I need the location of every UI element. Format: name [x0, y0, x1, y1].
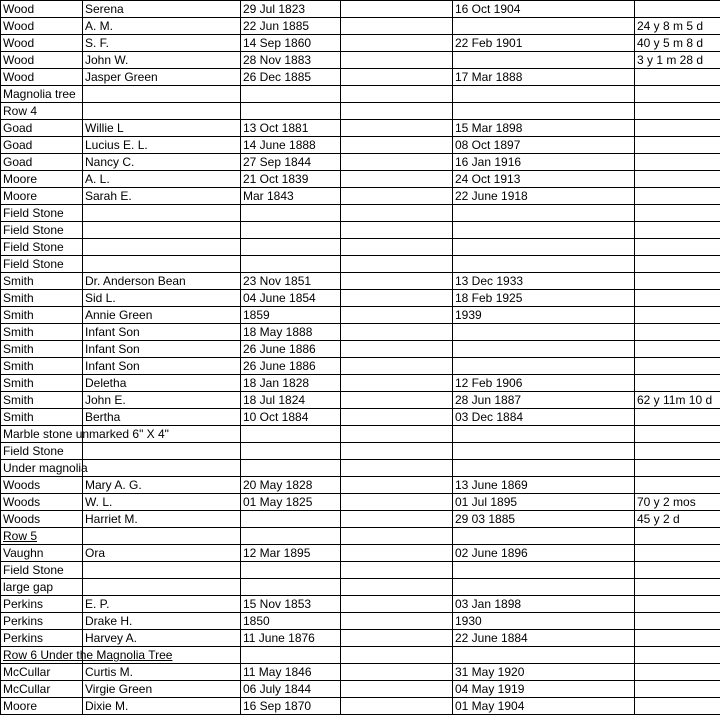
age-cell	[635, 647, 720, 664]
given-name-cell: Ora	[83, 545, 241, 562]
section-note-cell: Row 5	[1, 528, 83, 545]
blank-cell	[341, 256, 453, 273]
birth-date-cell: 23 Nov 1851	[241, 273, 341, 290]
table-row	[1, 494, 720, 511]
death-date-cell: 31 May 1920	[453, 664, 635, 681]
birth-date-cell: 27 Sep 1844	[241, 154, 341, 171]
blank-cell	[341, 511, 453, 528]
surname-cell: McCullar	[1, 681, 83, 698]
table-row	[1, 562, 720, 579]
age-cell	[635, 171, 720, 188]
birth-date-cell	[241, 222, 341, 239]
section-note-cell: Field Stone	[1, 562, 83, 579]
section-note-cell: Field Stone	[1, 256, 83, 273]
given-name-cell: Drake H.	[83, 613, 241, 630]
death-date-cell: 12 Feb 1906	[453, 375, 635, 392]
surname-cell: Smith	[1, 392, 83, 409]
given-name-cell: S. F.	[83, 35, 241, 52]
surname-cell: Smith	[1, 341, 83, 358]
age-cell	[635, 188, 720, 205]
table-row	[1, 528, 720, 545]
surname-cell: Moore	[1, 698, 83, 715]
blank-cell	[341, 205, 453, 222]
age-cell	[635, 256, 720, 273]
given-name-cell: A. L.	[83, 171, 241, 188]
given-name-cell	[83, 205, 241, 222]
given-name-cell: Deletha	[83, 375, 241, 392]
table-row	[1, 69, 720, 86]
table-row	[1, 613, 720, 630]
death-date-cell: 13 June 1869	[453, 477, 635, 494]
surname-cell: Goad	[1, 120, 83, 137]
table-row	[1, 545, 720, 562]
blank-cell	[341, 103, 453, 120]
table-row	[1, 290, 720, 307]
death-date-cell	[453, 341, 635, 358]
death-date-cell	[453, 579, 635, 596]
death-date-cell: 1930	[453, 613, 635, 630]
blank-cell	[341, 52, 453, 69]
death-date-cell	[453, 443, 635, 460]
table-row	[1, 222, 720, 239]
given-name-cell: W. L.	[83, 494, 241, 511]
age-cell: 40 y 5 m 8 d	[635, 35, 720, 52]
table-row	[1, 137, 720, 154]
surname-cell: Wood	[1, 69, 83, 86]
surname-cell: Smith	[1, 375, 83, 392]
age-cell	[635, 443, 720, 460]
blank-cell	[341, 494, 453, 511]
given-name-cell	[83, 562, 241, 579]
blank-cell	[341, 477, 453, 494]
table-row	[1, 154, 720, 171]
age-cell	[635, 341, 720, 358]
surname-cell: McCullar	[1, 664, 83, 681]
age-cell	[635, 120, 720, 137]
birth-date-cell: Mar 1843	[241, 188, 341, 205]
age-cell	[635, 324, 720, 341]
age-cell: 45 y 2 d	[635, 511, 720, 528]
birth-date-cell: 20 May 1828	[241, 477, 341, 494]
surname-cell: Goad	[1, 154, 83, 171]
birth-date-cell: 18 May 1888	[241, 324, 341, 341]
surname-cell: Smith	[1, 273, 83, 290]
surname-cell: Woods	[1, 477, 83, 494]
table-row	[1, 443, 720, 460]
surname-cell: Smith	[1, 307, 83, 324]
blank-cell	[341, 239, 453, 256]
birth-date-cell: 06 July 1844	[241, 681, 341, 698]
blank-cell	[341, 35, 453, 52]
table-row	[1, 392, 720, 409]
birth-date-cell: 15 Nov 1853	[241, 596, 341, 613]
birth-date-cell: 26 Dec 1885	[241, 69, 341, 86]
birth-date-cell: 11 June 1876	[241, 630, 341, 647]
given-name-cell: Mary A. G.	[83, 477, 241, 494]
table-row	[1, 256, 720, 273]
given-name-cell: Serena	[83, 1, 241, 18]
death-date-cell	[453, 460, 635, 477]
death-date-cell: 13 Dec 1933	[453, 273, 635, 290]
given-name-cell	[83, 443, 241, 460]
table-row	[1, 460, 720, 477]
birth-date-cell: 14 Sep 1860	[241, 35, 341, 52]
table-row	[1, 239, 720, 256]
table-row	[1, 307, 720, 324]
blank-cell	[341, 375, 453, 392]
age-cell	[635, 698, 720, 715]
birth-date-cell: 22 Jun 1885	[241, 18, 341, 35]
blank-cell	[341, 596, 453, 613]
birth-date-cell	[241, 579, 341, 596]
blank-cell	[341, 273, 453, 290]
given-name-cell: Nancy C.	[83, 154, 241, 171]
age-cell	[635, 103, 720, 120]
age-cell	[635, 477, 720, 494]
blank-cell	[341, 324, 453, 341]
age-cell	[635, 290, 720, 307]
death-date-cell: 16 Jan 1916	[453, 154, 635, 171]
birth-date-cell: 11 May 1846	[241, 664, 341, 681]
table-row	[1, 596, 720, 613]
blank-cell	[341, 681, 453, 698]
death-date-cell: 22 June 1918	[453, 188, 635, 205]
blank-cell	[341, 307, 453, 324]
section-note-cell: Field Stone	[1, 222, 83, 239]
surname-cell: Perkins	[1, 630, 83, 647]
death-date-cell: 15 Mar 1898	[453, 120, 635, 137]
surname-cell: Moore	[1, 171, 83, 188]
blank-cell	[341, 630, 453, 647]
death-date-cell: 16 Oct 1904	[453, 1, 635, 18]
death-date-cell	[453, 528, 635, 545]
death-date-cell	[453, 324, 635, 341]
given-name-cell: Sid L.	[83, 290, 241, 307]
age-cell: 3 y 1 m 28 d	[635, 52, 720, 69]
section-note-cell: Row 4	[1, 103, 83, 120]
given-name-cell: Dixie M.	[83, 698, 241, 715]
age-cell	[635, 545, 720, 562]
birth-date-cell	[241, 528, 341, 545]
blank-cell	[341, 392, 453, 409]
table-row	[1, 647, 720, 664]
blank-cell	[341, 698, 453, 715]
section-note-cell: Row 6 Under the Magnolia Tree	[1, 647, 83, 664]
death-date-cell: 02 June 1896	[453, 545, 635, 562]
table-row	[1, 35, 720, 52]
age-cell	[635, 375, 720, 392]
blank-cell	[341, 171, 453, 188]
given-name-cell: Dr. Anderson Bean	[83, 273, 241, 290]
death-date-cell: 22 June 1884	[453, 630, 635, 647]
table-row	[1, 681, 720, 698]
death-date-cell	[453, 239, 635, 256]
table-row	[1, 205, 720, 222]
table-row	[1, 664, 720, 681]
age-cell	[635, 239, 720, 256]
birth-date-cell: 1850	[241, 613, 341, 630]
death-date-cell	[453, 222, 635, 239]
birth-date-cell: 04 June 1854	[241, 290, 341, 307]
death-date-cell: 01 May 1904	[453, 698, 635, 715]
section-note-cell: large gap	[1, 579, 83, 596]
surname-cell: Woods	[1, 511, 83, 528]
table-row	[1, 52, 720, 69]
birth-date-cell	[241, 205, 341, 222]
surname-cell: Goad	[1, 137, 83, 154]
death-date-cell: 22 Feb 1901	[453, 35, 635, 52]
birth-date-cell: 10 Oct 1884	[241, 409, 341, 426]
birth-date-cell: 16 Sep 1870	[241, 698, 341, 715]
given-name-cell	[83, 460, 241, 477]
blank-cell	[341, 647, 453, 664]
given-name-cell: Harvey A.	[83, 630, 241, 647]
age-cell	[635, 613, 720, 630]
death-date-cell: 04 May 1919	[453, 681, 635, 698]
table-row	[1, 426, 720, 443]
blank-cell	[341, 579, 453, 596]
birth-date-cell	[241, 86, 341, 103]
table-row	[1, 698, 720, 715]
table-row	[1, 324, 720, 341]
age-cell	[635, 273, 720, 290]
death-date-cell: 03 Jan 1898	[453, 596, 635, 613]
death-date-cell: 24 Oct 1913	[453, 171, 635, 188]
blank-cell	[341, 613, 453, 630]
age-cell	[635, 528, 720, 545]
death-date-cell	[453, 562, 635, 579]
surname-cell: Wood	[1, 18, 83, 35]
table-row	[1, 579, 720, 596]
surname-cell: Smith	[1, 324, 83, 341]
table-row	[1, 375, 720, 392]
section-note-cell: Magnolia tree	[1, 86, 83, 103]
surname-cell: Vaughn	[1, 545, 83, 562]
table-row	[1, 273, 720, 290]
age-cell: 62 y 11m 10 d	[635, 392, 720, 409]
age-cell	[635, 154, 720, 171]
death-date-cell	[453, 86, 635, 103]
blank-cell	[341, 562, 453, 579]
death-date-cell: 01 Jul 1895	[453, 494, 635, 511]
death-date-cell	[453, 256, 635, 273]
table-row	[1, 477, 720, 494]
blank-cell	[341, 222, 453, 239]
table-row	[1, 188, 720, 205]
birth-date-cell	[241, 239, 341, 256]
age-cell	[635, 596, 720, 613]
surname-cell: Wood	[1, 35, 83, 52]
given-name-cell	[83, 528, 241, 545]
blank-cell	[341, 188, 453, 205]
age-cell	[635, 137, 720, 154]
blank-cell	[341, 358, 453, 375]
age-cell	[635, 205, 720, 222]
section-note-cell: Marble stone unmarked 6" X 4"	[1, 426, 83, 443]
blank-cell	[341, 443, 453, 460]
birth-date-cell: 18 Jul 1824	[241, 392, 341, 409]
birth-date-cell: 21 Oct 1839	[241, 171, 341, 188]
given-name-cell	[83, 103, 241, 120]
death-date-cell: 1939	[453, 307, 635, 324]
table-row	[1, 120, 720, 137]
birth-date-cell: 28 Nov 1883	[241, 52, 341, 69]
blank-cell	[341, 120, 453, 137]
given-name-cell	[83, 86, 241, 103]
birth-date-cell	[241, 511, 341, 528]
table-row	[1, 341, 720, 358]
surname-cell: Wood	[1, 52, 83, 69]
surname-cell: Perkins	[1, 613, 83, 630]
age-cell	[635, 86, 720, 103]
blank-cell	[341, 426, 453, 443]
age-cell	[635, 222, 720, 239]
given-name-cell: E. P.	[83, 596, 241, 613]
surname-cell: Woods	[1, 494, 83, 511]
table-row	[1, 630, 720, 647]
birth-date-cell	[241, 443, 341, 460]
surname-cell: Wood	[1, 1, 83, 18]
given-name-cell	[83, 222, 241, 239]
birth-date-cell: 14 June 1888	[241, 137, 341, 154]
birth-date-cell	[241, 426, 341, 443]
table-row	[1, 86, 720, 103]
given-name-cell: Infant Son	[83, 341, 241, 358]
given-name-cell: Virgie Green	[83, 681, 241, 698]
table-row	[1, 103, 720, 120]
blank-cell	[341, 664, 453, 681]
death-date-cell: 18 Feb 1925	[453, 290, 635, 307]
blank-cell	[341, 341, 453, 358]
birth-date-cell: 18 Jan 1828	[241, 375, 341, 392]
death-date-cell: 08 Oct 1897	[453, 137, 635, 154]
death-date-cell	[453, 205, 635, 222]
section-note-cell: Field Stone	[1, 443, 83, 460]
age-cell	[635, 681, 720, 698]
age-cell	[635, 409, 720, 426]
age-cell: 70 y 2 mos	[635, 494, 720, 511]
death-date-cell: 17 Mar 1888	[453, 69, 635, 86]
blank-cell	[341, 154, 453, 171]
age-cell	[635, 562, 720, 579]
given-name-cell: Willie L	[83, 120, 241, 137]
age-cell	[635, 426, 720, 443]
given-name-cell: Annie Green	[83, 307, 241, 324]
age-cell: 24 y 8 m 5 d	[635, 18, 720, 35]
death-date-cell: 29 03 1885	[453, 511, 635, 528]
given-name-cell: Harriet M.	[83, 511, 241, 528]
blank-cell	[341, 545, 453, 562]
death-date-cell	[453, 358, 635, 375]
birth-date-cell: 26 June 1886	[241, 358, 341, 375]
surname-cell: Smith	[1, 290, 83, 307]
blank-cell	[341, 137, 453, 154]
age-cell	[635, 69, 720, 86]
age-cell	[635, 358, 720, 375]
death-date-cell	[453, 103, 635, 120]
table-row	[1, 18, 720, 35]
blank-cell	[341, 460, 453, 477]
blank-cell	[341, 528, 453, 545]
section-note-cell: Field Stone	[1, 205, 83, 222]
birth-date-cell	[241, 460, 341, 477]
given-name-cell: A. M.	[83, 18, 241, 35]
given-name-cell: Jasper Green	[83, 69, 241, 86]
given-name-cell: Curtis M.	[83, 664, 241, 681]
age-cell	[635, 579, 720, 596]
birth-date-cell: 12 Mar 1895	[241, 545, 341, 562]
surname-cell: Perkins	[1, 596, 83, 613]
surname-cell: Smith	[1, 409, 83, 426]
blank-cell	[341, 409, 453, 426]
surname-cell: Moore	[1, 188, 83, 205]
section-note-cell: Under magnolia	[1, 460, 83, 477]
table-row	[1, 1, 720, 18]
blank-cell	[341, 86, 453, 103]
given-name-cell	[83, 239, 241, 256]
birth-date-cell	[241, 256, 341, 273]
table-row	[1, 511, 720, 528]
blank-cell	[341, 1, 453, 18]
birth-date-cell	[241, 647, 341, 664]
given-name-cell: Bertha	[83, 409, 241, 426]
given-name-cell	[83, 579, 241, 596]
birth-date-cell: 26 June 1886	[241, 341, 341, 358]
blank-cell	[341, 69, 453, 86]
blank-cell	[341, 290, 453, 307]
death-date-cell: 28 Jun 1887	[453, 392, 635, 409]
death-date-cell	[453, 18, 635, 35]
given-name-cell	[83, 256, 241, 273]
birth-date-cell	[241, 562, 341, 579]
age-cell	[635, 307, 720, 324]
surname-cell: Smith	[1, 358, 83, 375]
death-date-cell	[453, 647, 635, 664]
section-note-cell: Field Stone	[1, 239, 83, 256]
birth-date-cell: 1859	[241, 307, 341, 324]
blank-cell	[341, 18, 453, 35]
birth-date-cell: 01 May 1825	[241, 494, 341, 511]
given-name-cell: Infant Son	[83, 358, 241, 375]
birth-date-cell: 29 Jul 1823	[241, 1, 341, 18]
given-name-cell: Infant Son	[83, 324, 241, 341]
table-row	[1, 409, 720, 426]
death-date-cell	[453, 52, 635, 69]
given-name-cell: John E.	[83, 392, 241, 409]
death-date-cell	[453, 426, 635, 443]
table-row	[1, 358, 720, 375]
age-cell	[635, 630, 720, 647]
table-row	[1, 171, 720, 188]
given-name-cell: Lucius E. L.	[83, 137, 241, 154]
birth-date-cell: 13 Oct 1881	[241, 120, 341, 137]
age-cell	[635, 460, 720, 477]
age-cell	[635, 1, 720, 18]
age-cell	[635, 664, 720, 681]
birth-date-cell	[241, 103, 341, 120]
death-date-cell: 03 Dec 1884	[453, 409, 635, 426]
given-name-cell: Sarah E.	[83, 188, 241, 205]
given-name-cell: John W.	[83, 52, 241, 69]
